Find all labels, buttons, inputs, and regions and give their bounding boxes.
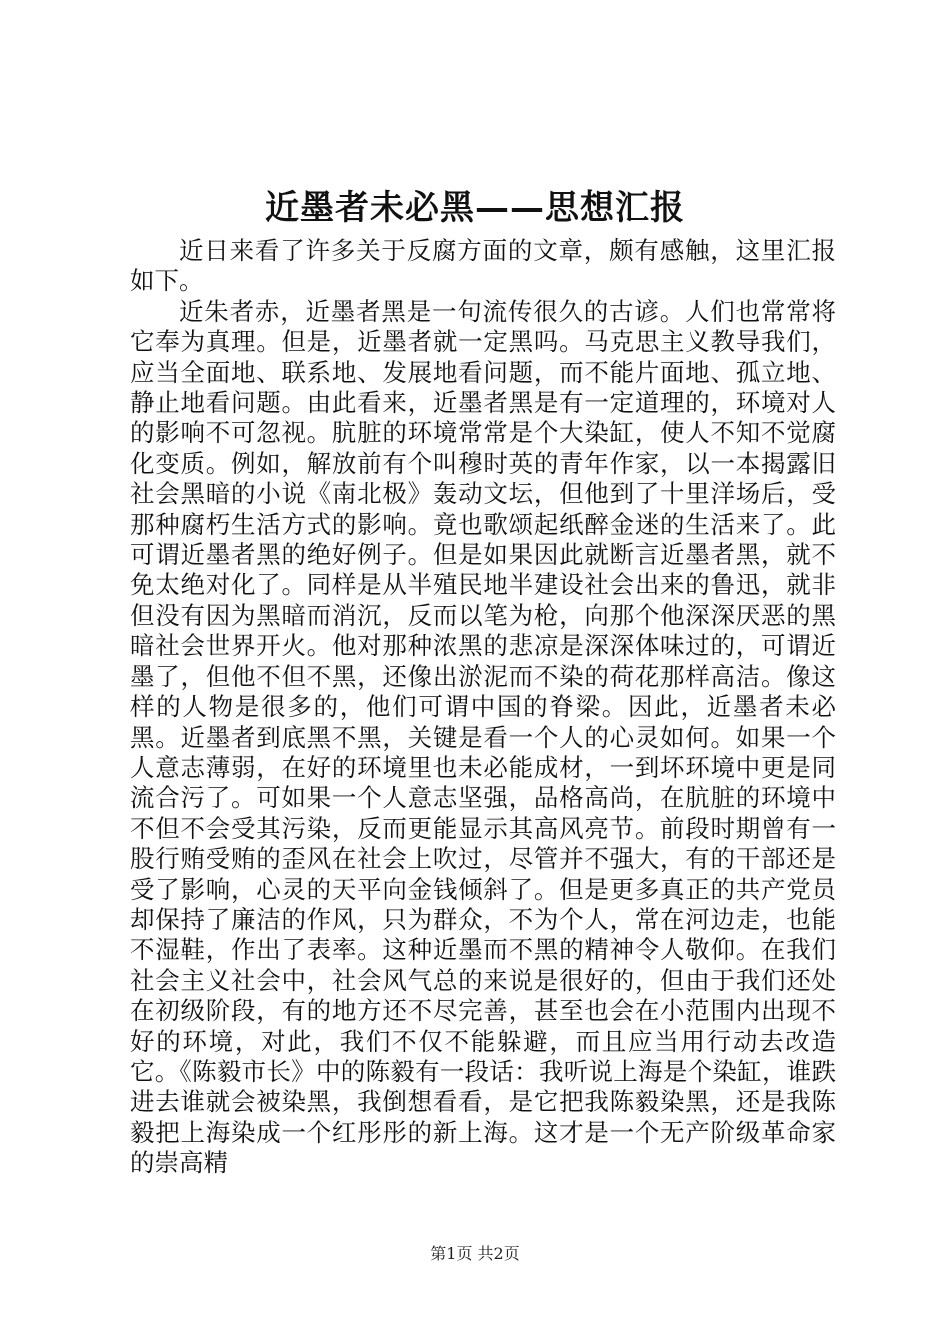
document-body: [130, 236, 836, 1179]
paragraph-intro: 近日来看了许多关于反腐方面的文章，颇有感触，这里汇报如下。: [130, 236, 836, 296]
paragraph-main: 近朱者赤，近墨者黑是一句流传很久的古谚。人们也常常将它奉为真理。但是，近墨者就一定黑吗。马克思主义教导我们，应当全面地、联系地、发展地看问题，而不能片面地、孤立地、静止地看问题。由此看来，近墨者黑是有一定道理的，环境对人的影响不可忽视。肮脏的环境常常是个大染缸，使人不知不觉腐化变质。例如，解放前有个叫穆时英的青年作家，以一本揭露旧社会黑暗的小说《南北极》轰动文坛，但他到了十里洋场后，受那种腐朽生活方式的影响。竟也歌颂起纸醉金迷的生活来了。此可谓近墨者黑的绝好例子。但是如果因此就断言近墨者黑，就不免太绝对化了。同样是从半殖民地半建设社会出来的鲁迅，就非但没有因为黑暗而消沉，反而以笔为枪，向那个他深深厌恶的黑暗社会世界开火。他对那种浓黑的悲凉是深深体味过的，可谓近墨了，但他不但不黑，还像出淤泥而不染的荷花那样高洁。像这样的人物是很多的，他们可谓中国的脊梁。因此，近墨者未必黑。近墨者到底黑不黑，关键是看一个人的心灵如何。如果一个人意志薄弱，在好的环境里也未必能成材，一到坏环境中更是同流合污了。可如果一个人意志坚强，品格高尚，在肮脏的环境中不但不会受其污染，反而更能显示其高风亮节。前段时期曾有一股行贿受贿的歪风在社会上吹过，尽管并不强大，有的干部还是受了影响，心灵的天平向金钱倾斜了。但是更多真正的共产党员却保持了廉洁的作风，只为群众，不为个人，常在河边走，也能不湿鞋，作出了表率。这种近墨而不黑的精神令人敬仰。在我们社会主义社会中，社会风气总的来说是很好的，但由于我们还处在初级阶段，有的地方还不尽完善，甚至也会在小范围内出现不好的环境，对此，我们不仅不能躲避，而且应当用行动去改造它。《陈毅市长》中的陈毅有一段话：我听说上海是个染缸，谁跌进去谁就会被染黑，我倒想看看，是它把我陈毅染黑，还是我陈毅把上海染成一个红彤彤的新上海。这才是一个无产阶级革命家的崇高精: [130, 296, 836, 1178]
page-number-footer: 第1页 共2页: [430, 1244, 520, 1263]
document-title: 近墨者未必黑——思想汇报: [265, 188, 685, 228]
